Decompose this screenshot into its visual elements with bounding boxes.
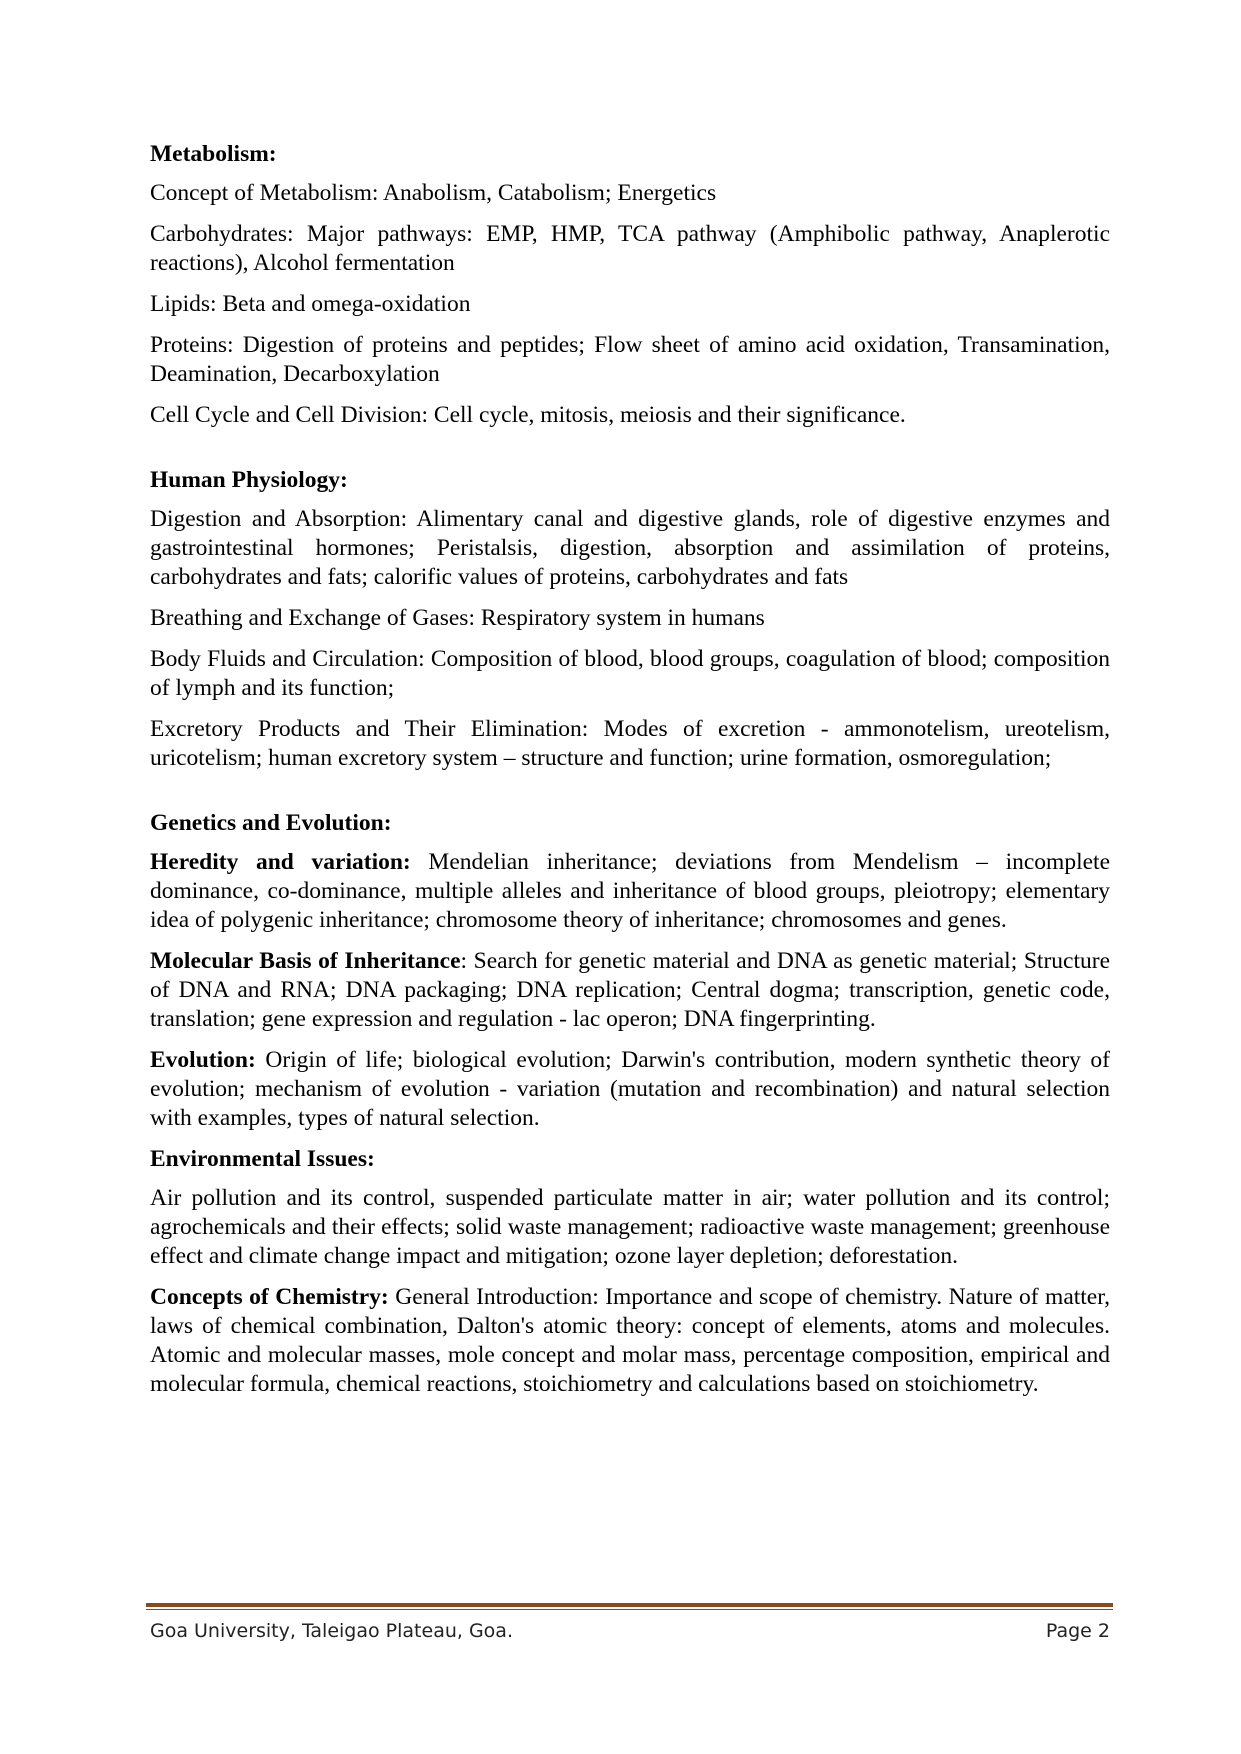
heredity-label: Heredity and variation: [150,849,411,875]
physiology-item: Digestion and Absorption: Alimentary canal and digestive glands, role of digestive enzymes and gastrointestinal hormones; Peristalsis, digestion, absorption and assimilation of proteins, carbohydrates and fats; calorific values of proteins, carbohydrates and fats [150,506,1110,590]
molecular-label: Molecular Basis of Inheritance [150,948,461,974]
footer-rule [146,1603,1113,1607]
molecular-text: : Search for genetic material and DNA as genetic material; Structure of DNA and RNA; DNA packaging; DNA replication; Central dogma; transcription, genetic code, translation; gene expression and regulation - lac operon; DNA fingerprinting. [150,948,1110,1032]
evolution-text: Origin of life; biological evolution; Darwin's contribution, modern synthetic theory of evolution; mechanism of evolution - variation (mutation and recombination) and natural selection with examples, types of natural selection. [150,1047,1110,1131]
metabolism-item: Proteins: Digestion of proteins and peptides; Flow sheet of amino acid oxidation, Transamination, Deamination, Decarboxylation [150,332,1110,387]
chemistry-paragraph [150,1283,1110,1399]
section-heading-metabolism: Metabolism: [150,141,277,167]
page-content [150,140,1110,1411]
metabolism-item: Lipids: Beta and omega-oxidation [150,291,471,317]
physiology-item: Body Fluids and Circulation: Composition of blood, blood groups, coagulation of blood; composition of lymph and its function; [150,646,1110,701]
metabolism-item: Concept of Metabolism: Anabolism, Catabolism; Energetics [150,180,717,206]
section-heading-physiology: Human Physiology: [150,467,348,493]
evolution-label: Evolution: [150,1047,256,1073]
environment-paragraph: Air pollution and its control, suspended particulate matter in air; water pollution and its control; agrochemicals and their effects; solid waste management; radioactive waste management; greenhouse effect and climate change impact and mitigation; ozone layer depletion; deforestation. [150,1185,1110,1269]
section-heading-environment: Environmental Issues: [150,1146,375,1172]
heredity-text: Mendelian inheritance; deviations from Mendelism – incomplete dominance, co-dominance, multiple alleles and inheritance of blood groups, pleiotropy; elementary idea of polygenic inheritance; chromosome theory of inheritance; chromosomes and genes. [150,849,1111,933]
footer-institution: Goa University, Taleigao Plateau, Goa. [150,1620,513,1642]
physiology-item: Excretory Products and Their Elimination: Modes of excretion - ammonotelism, ureotelism, uricotelism; human excretory system – structure and function; urine formation, osmoregulation; [150,716,1110,771]
metabolism-item: Cell Cycle and Cell Division: Cell cycle, mitosis, meiosis and their significance. [150,402,906,428]
chemistry-label: Concepts of Chemistry: [150,1284,389,1310]
page-footer [150,1620,1110,1642]
molecular-paragraph [150,947,1110,1034]
heredity-paragraph [150,848,1110,935]
physiology-item: Breathing and Exchange of Gases: Respiratory system in humans [150,605,765,631]
metabolism-item: Carbohydrates: Major pathways: EMP, HMP, TCA pathway (Amphibolic pathway, Anaplerotic reactions), Alcohol fermentation [150,221,1110,276]
footer-rule-thin [146,1609,1113,1610]
footer-page-number: Page 2 [1045,1620,1110,1642]
section-heading-genetics: Genetics and Evolution: [150,810,392,836]
evolution-paragraph [150,1046,1110,1133]
chemistry-text: General Introduction: Importance and scope of chemistry. Nature of matter, laws of chemical combination, Dalton's atomic theory: concept of elements, atoms and molecules. Atomic and molecular masses, mole concept and molar mass, percentage composition, empirical and molecular formula, chemical reactions, stoichiometry and calculations based on stoichiometry. [150,1284,1110,1397]
